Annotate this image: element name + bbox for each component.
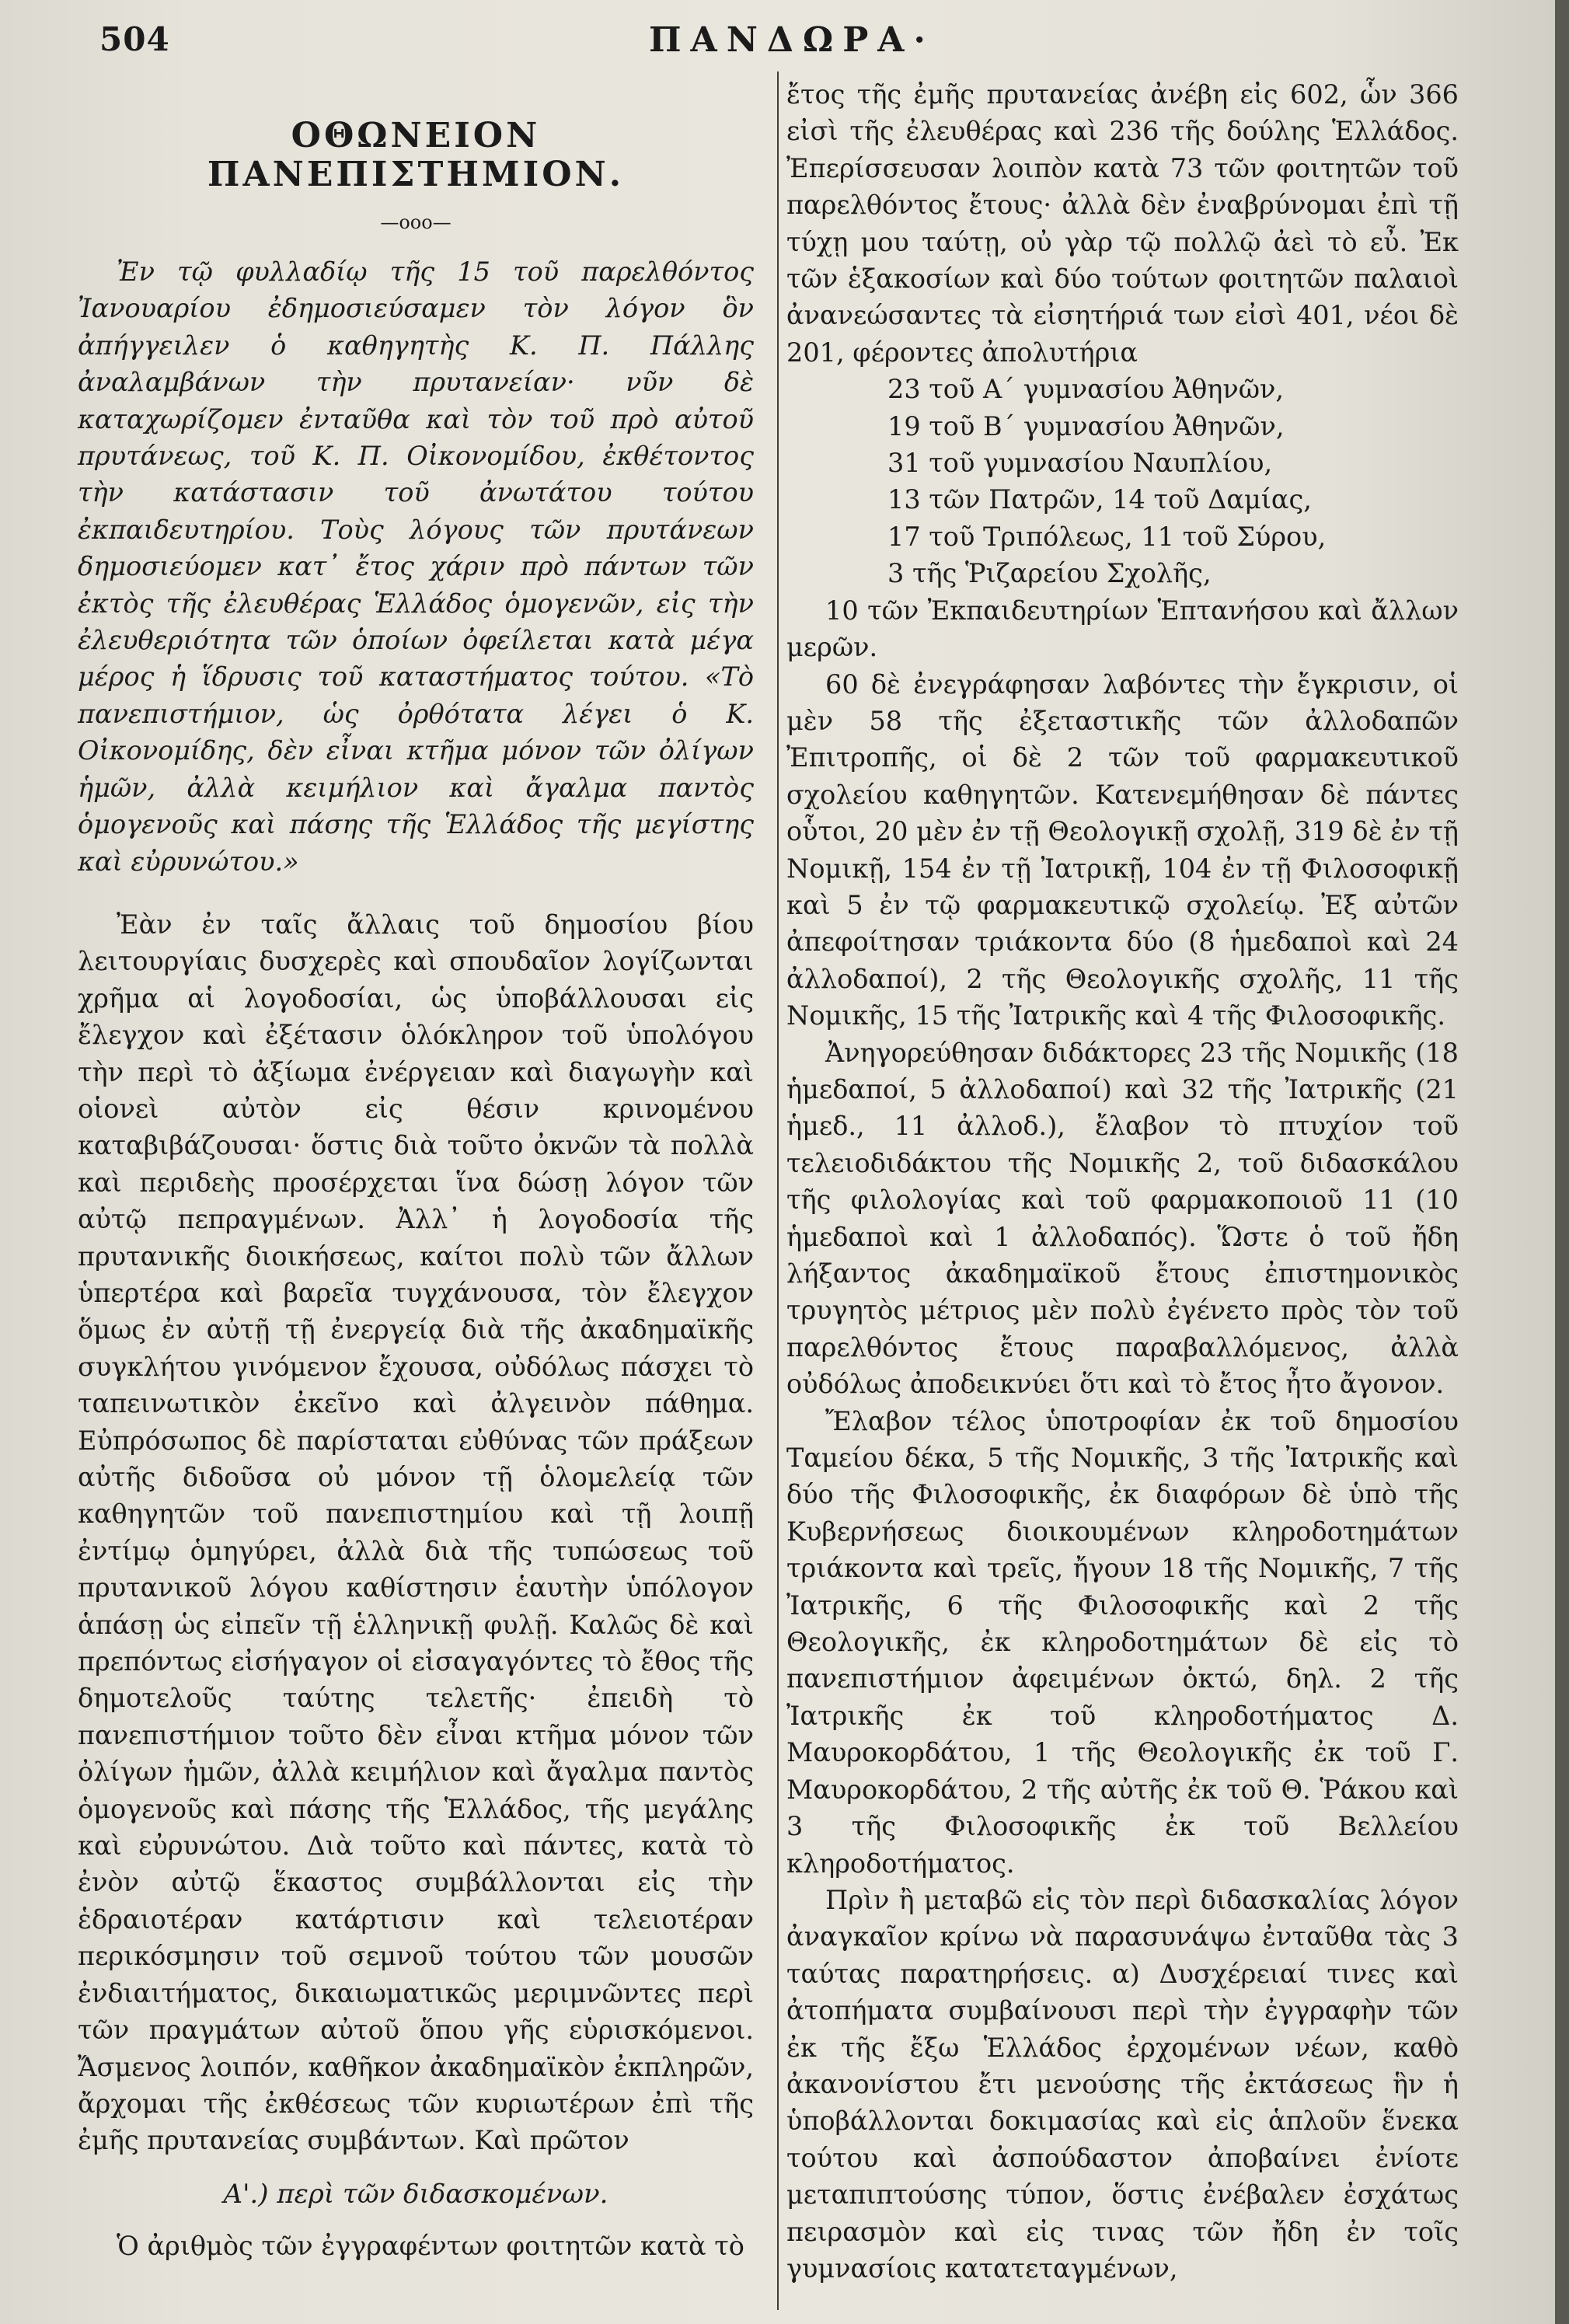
list-item: 31 τοῦ γυμνασίου Ναυπλίου, (887, 448, 1273, 479)
binding-edge (1555, 0, 1569, 2324)
left-column (78, 117, 754, 2264)
list-end-paragraph: 10 τῶν Ἐκπαιδευτηρίων Ἑπτανήσου καὶ ἄλλων μερῶν. (786, 595, 1459, 663)
section-heading: Α'.) περὶ τῶν διδασκομένων. (223, 2178, 608, 2210)
body-paragraph-end: Ὁ ἀριθμὸς τῶν ἐγγραφέντων φοιτητῶν κατὰ τὸ (117, 2230, 744, 2261)
list-item: 17 τοῦ Τριπόλεως, 11 τοῦ Σύρου, (887, 521, 1327, 552)
enrollment-paragraph: 60 δὲ ἐνεγράφησαν λαβόντες τὴν ἔγκρισιν, οἱ μὲν 58 τῆς ἐξεταστικῆς τῶν ἀλλοδαπῶν Ἐπιτροπῆς, οἱ δὲ 2 τῶν τοῦ φαρμακευτικοῦ σχολείου καθηγητῶν. Κατενεμήθησαν δὲ πάντες οὗτοι, 20 μὲν ἐν τῇ Θεολογικῇ σχολῇ, 319 δὲ ἐν τῇ Νομικῇ, 154 ἐν τῇ Ἰατρικῇ, 104 ἐν τῇ Φιλοσοφικῇ καὶ 5 ἐν τῷ φαρμακευτικῷ σχολείῳ. Ἐξ αὐτῶν ἀπεφοίτησαν τριάκοντα δύο (8 ἡμεδαποὶ καὶ 24 ἀλλοδαποί), 2 τῆς Θεολογικῆς σχολῆς, 11 τῆς Νομικῆς, 15 τῆς Ἰατρικῆς καὶ 4 τῆς Φιλοσοφικῆς. (786, 668, 1459, 1031)
right-column (786, 76, 1459, 2287)
article-title: ΟΘΩΝΕΙΟΝ ΠΑΝΕΠΙΣΤΗΜΙΟΝ. (207, 116, 625, 194)
column-rule (777, 72, 779, 2310)
running-title: ΠΑΝΔΩΡΑ· (649, 20, 935, 60)
list-item: 23 τοῦ Α΄ γυμνασίου Ἀθηνῶν, (887, 374, 1285, 405)
scholarship-paragraph: Ἔλαβον τέλος ὑποτροφίαν ἐκ τοῦ δημοσίου Ταμείου δέκα, 5 τῆς Νομικῆς, 3 τῆς Ἰατρικῆς καὶ δύο τῆς Φιλοσοφικῆς, ἐκ διαφόρων δὲ ὑπὸ τῆς Κυβερνήσεως διοικουμένων κληροδοτημάτων τριάκοντα καὶ τρεῖς, ἤγουν 18 τῆς Νομικῆς, 7 τῆς Ἰατρικῆς, 6 τῆς Φιλοσοφικῆς καὶ 2 τῆς Θεολογικῆς, ἐκ κληροδοτημάτων δὲ εἰς τὸ πανεπιστήμιον ἀφειμένων ὀκτώ, δηλ. 2 τῆς Ἰατρικῆς ἐκ τοῦ κληροδοτήματος Δ. Μαυροκορδάτου, 1 τῆς Θεολογικῆς ἐκ τοῦ Γ. Μαυροκορδάτου, 2 τῆς αὐτῆς ἐκ τοῦ Θ. Ῥάκου καὶ 3 τῆς Φιλοσοφικῆς ἐκ τοῦ Βελλείου κληροδοτήματος. (786, 1405, 1459, 1879)
list-item: 13 τῶν Πατρῶν, 14 τοῦ Δαμίας, (887, 484, 1312, 515)
continued-paragraph: ἔτος τῆς ἐμῆς πρυτανείας ἀνέβη εἰς 602, ὧν 366 εἰσὶ τῆς ἐλευθέρας καὶ 236 τῆς δούλης Ἑλλάδος. Ἐπερίσσευσαν λοιπὸν κατὰ 73 τῶν φοιτητῶν τοῦ παρελθόντος ἔτους· ἀλλὰ δὲν ἐναβρύνομαι ἐπὶ τῇ τύχῃ μου ταύτῃ, οὐ γὰρ τῷ πολλῷ ἀεὶ τὸ εὖ. Ἐκ τῶν ἑξακοσίων καὶ δύο τούτων φοιτητῶν παλαιοὶ ἀνανεώσαντες τὰ εἰσητήριά των εἰσὶ 401, νέοι δὲ 201, φέροντες ἀπολυτήρια (786, 79, 1459, 368)
intro-paragraph: Ἐν τῷ φυλλαδίῳ τῆς 15 τοῦ παρελθόντος Ἰανουαρίου ἐδημοσιεύσαμεν τὸν λόγον ὃν ἀπήγγειλεν ὁ καθηγητὴς Κ. Π. Πάλλης ἀναλαμβάνων τὴν πρυτανείαν· νῦν δὲ καταχωρίζομεν ἐνταῦθα καὶ τὸν τοῦ πρὸ αὐτοῦ πρυτάνεως, τοῦ Κ. Π. Οἰκονομίδου, ἐκθέτοντος τὴν κατάστασιν τοῦ ἀνωτάτου τούτου ἐκπαιδευτηρίου. Τοὺς λόγους τῶν πρυτάνεων δημοσιεύομεν κατ᾽ ἔτος χάριν πρὸ πάντων τῶν ἐκτὸς τῆς ἐλευθέρας Ἑλλάδος ὁμογενῶν, εἰς τὴν ἐλευθεριότητα τῶν ὁποίων ὀφείλεται κατὰ μέγα μέρος ἡ ἵδρυσις τοῦ καταστήματος τούτου. «Τὸ πανεπιστήμιον, ὡς ὀρθότατα λέγει ὁ Κ. Οἰκονομίδης, δὲν εἶναι κτῆμα μόνον τῶν ὀλίγων ἡμῶν, ἀλλὰ κειμήλιον καὶ ἄγαλμα παντὸς ὁμογενοῦς καὶ πάσης τῆς Ἑλλάδος τῆς μεγίστης καὶ εὐρυνώτου.» (78, 256, 754, 877)
list-item: 3 τῆς Ῥιζαρείου Σχολῆς, (887, 558, 1212, 589)
ornament-divider: —οοο— (380, 211, 452, 233)
list-item: 19 τοῦ Β΄ γυμνασίου Ἀθηνῶν, (887, 410, 1285, 441)
graduates-paragraph: Ἀνηγορεύθησαν διδάκτορες 23 τῆς Νομικῆς (18 ἡμεδαποί, 5 ἀλλοδαποί) καὶ 32 τῆς Ἰατρικῆς (21 ἡμεδ., 11 ἀλλοδ.), ἔλαβον τὸ πτυχίον τοῦ τελειοδιδάκτου τῆς Νομικῆς 2, τοῦ διδασκάλου τῆς φιλολογίας καὶ τοῦ φαρμακοποιοῦ 11 (10 ἡμεδαποὶ καὶ 1 ἀλλοδαπός). Ὥστε ὁ τοῦ ἤδη λήξαντος ἀκαδημαϊκοῦ ἔτους ἐπιστημονικὸς τρυγητὸς μέτριος μὲν πολὺ ἐγένετο πρὸς τὸν τοῦ παρελθόντος ἔτους παραβαλλόμενος, ἀλλὰ οὐδόλως ἀποδεικνύει ὅτι καὶ τὸ ἔτος ἦτο ἄγονον. (786, 1037, 1459, 1400)
remarks-paragraph: Πρὶν ἢ μεταβῶ εἰς τὸν περὶ διδασκαλίας λόγον ἀναγκαῖον κρίνω νὰ παρασυνάψω ἐνταῦθα τὰς 3 ταύτας παρατηρήσεις. α) Δυσχέρειαί τινες καὶ ἀτοπήματα συμβαίνουσι περὶ τὴν ἐγγραφὴν τῶν ἐκ τῆς ἔξω Ἑλλάδος ἐρχομένων νέων, καθὸ ἀκανονίστου ἔτι μενούσης τῆς ἐκτάσεως ἣν ἡ ὑποβάλλονται δοκιμασίας καὶ εἰς ἁπλοῦν ἕνεκα τούτου καὶ ἀσπούδαστον ἀποβαίνει ἐνίοτε μεταπιπτούσης τύπον, ὅστις ἐνέβαλεν ἐσχάτως πειρασμὸν καὶ εἰς τινας τῶν ἤδη ἐν τοῖς γυμνασίοις κατατεταγμένων, (786, 1884, 1459, 2284)
school-list (786, 371, 1459, 591)
page-number: 504 (99, 20, 170, 58)
body-paragraph: Ἐὰν ἐν ταῖς ἄλλαις τοῦ δημοσίου βίου λειτουργίαις δυσχερὲς καὶ σπουδαῖον λογίζωνται χρῆμα αἱ λογοδοσίαι, ὡς ὑποβάλλουσαι εἰς ἔλεγχον καὶ ἐξέτασιν ὁλόκληρον τοῦ ὑπολόγου τὴν περὶ τὸ ἀξίωμα ἐνέργειαν καὶ διαγωγὴν καὶ οἱονεὶ αὐτὸν εἰς θέσιν κρινομένου καταβιβάζουσαι· ὅστις διὰ τοῦτο ὀκνῶν τὰ πολλὰ καὶ περιδεὴς προσέρχεται ἵνα δώσῃ λόγον τῶν αὐτῷ πεπραγμένων. Ἀλλ᾽ ἡ λογοδοσία τῆς πρυτανικῆς διοικήσεως, καίτοι πολὺ τῶν ἄλλων ὑπερτέρα καὶ βαρεῖα τυγχάνουσα, τὸν ἔλεγχον ὅμως ἐν αὐτῇ τῇ ἐνεργείᾳ διὰ τῆς ἀκαδημαϊκῆς συγκλήτου γινόμενον ἔχουσα, οὐδόλως πάσχει τὸ ταπεινωτικὸν ἐκεῖνο καὶ ἀλγεινὸν πάθημα. Εὐπρόσωπος δὲ παρίσταται εὐθύνας τῶν πράξεων αὐτῆς διδοῦσα οὐ μόνον τῇ ὁλομελείᾳ τῶν καθηγητῶν τοῦ πανεπιστημίου καὶ τῇ λοιπῇ ἐντίμῳ ὁμηγύρει, ἀλλὰ διὰ τῆς τυπώσεως τοῦ πρυτανικοῦ λόγου καθίστησιν ἑαυτὴν ὑπόλογον ἁπάσῃ ὡς εἰπεῖν τῇ ἑλληνικῇ φυλῇ. Καλῶς δὲ καὶ πρεπόντως εἰσήγαγον οἱ εἰσαγαγόντες τὸ ἔθος τῆς δημοτελοῦς ταύτης τελετῆς· ἐπειδὴ τὸ πανεπιστήμιον τοῦτο δὲν εἶναι κτῆμα μόνον τῶν ὀλίγων ἡμῶν, ἀλλὰ κειμήλιον καὶ ἄγαλμα παντὸς ὁμογενοῦς καὶ πάσης τῆς Ἑλλάδος, τῆς μεγάλης καὶ εὐρυνώτου. Διὰ τοῦτο καὶ πάντες, κατὰ τὸ ἐνὸν αὐτῷ ἕκαστος συμβάλλονται εἰς τὴν ἑδραιοτέραν κατάρτισιν καὶ τελειοτέραν περικόσμησιν τοῦ σεμνοῦ τούτου τῶν μουσῶν ἐνδιαιτήματος, δικαιωματικῶς μεριμνῶντες περὶ τῶν πραγμάτων αὐτοῦ ὅπου γῆς εὑρισκόμενοι. Ἄσμενος λοιπόν, καθῆκον ἀκαδημαϊκὸν ἐκπληρῶν, ἄρχομαι τῆς ἐκθέσεως τῶν κυριωτέρων ἐπὶ τῆς ἐμῆς πρυτανείας συμβάντων. Καὶ πρῶτον (78, 909, 754, 2156)
